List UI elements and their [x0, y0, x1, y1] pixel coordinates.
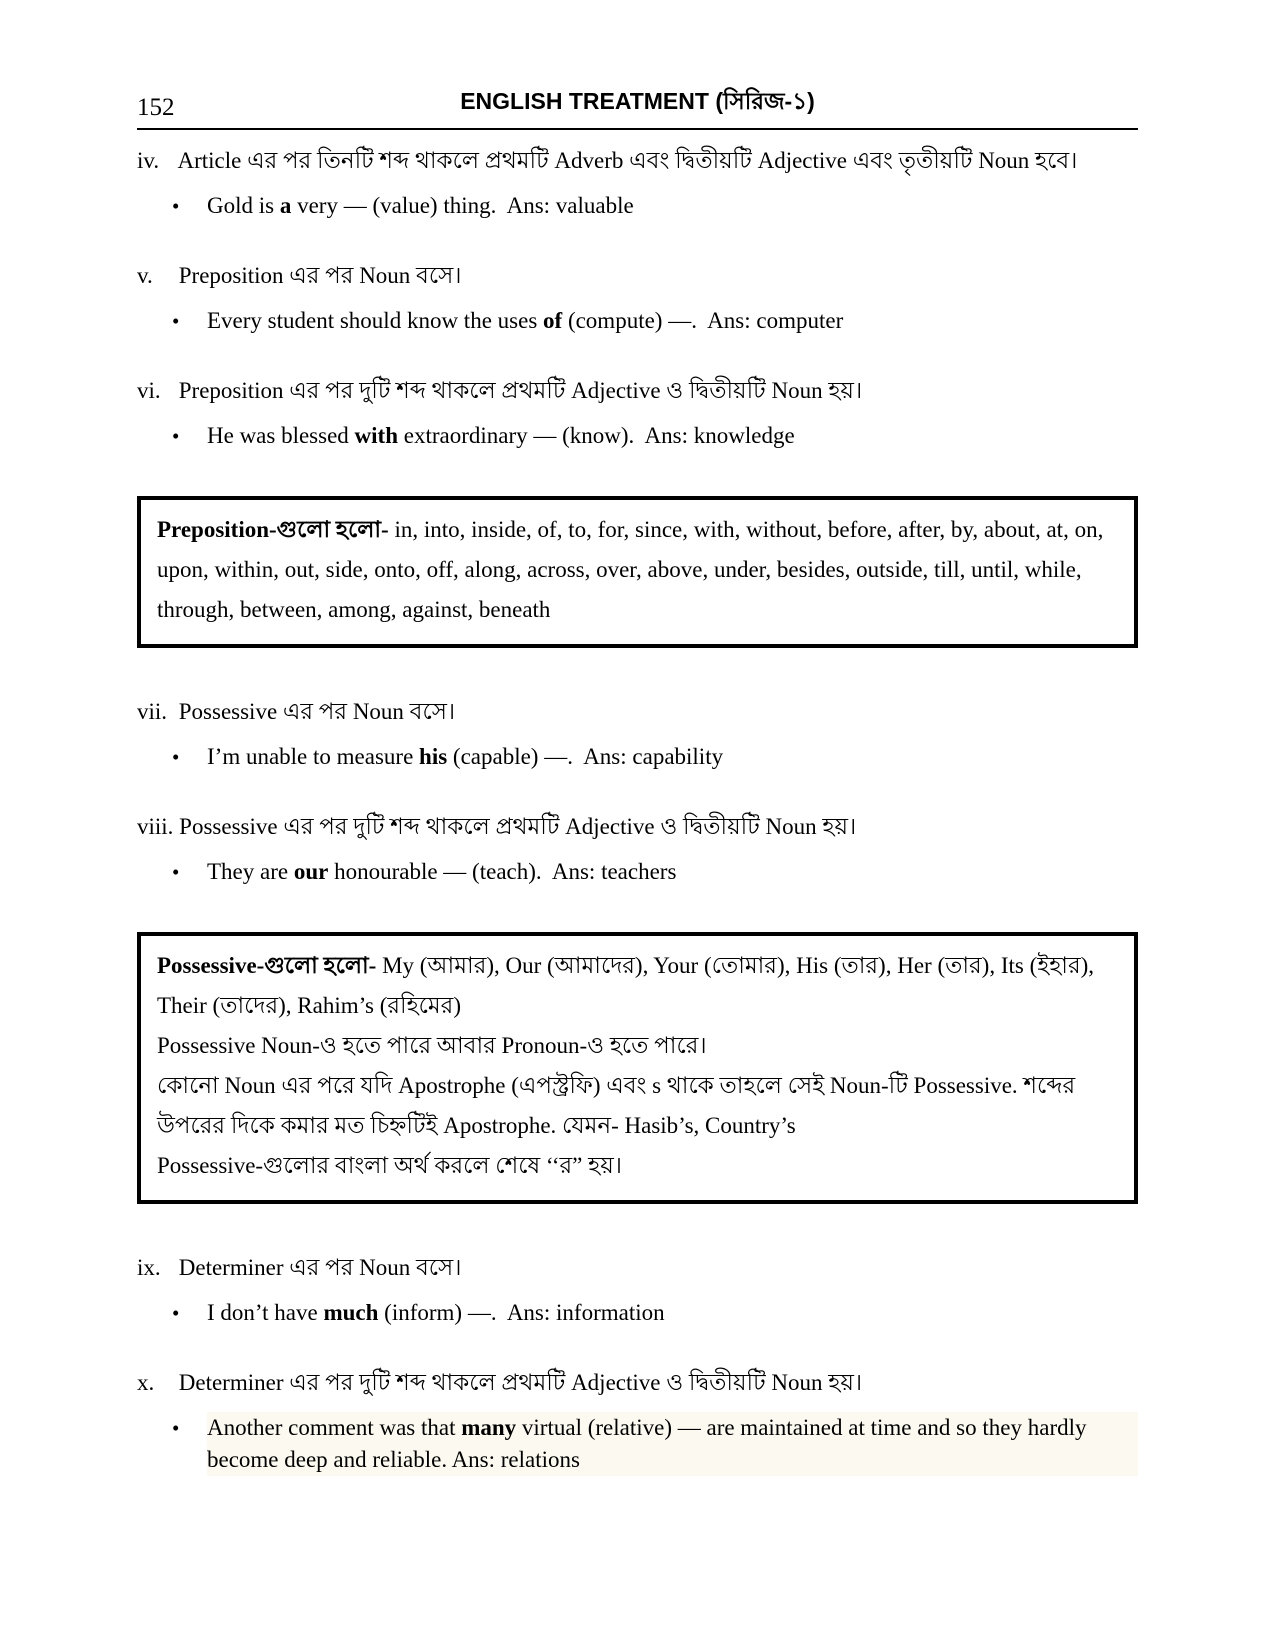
- item-x: [137, 1367, 1138, 1476]
- item-vi-rule-text: Preposition এর পর দুটি শব্দ থাকলে প্রথমটি Adjective ও দ্বিতীয়টি Noun হয়।: [178, 378, 863, 403]
- item-iv-rule-text: Article এর পর তিনটি শব্দ থাকলে প্রথমটি Adverb এবং দ্বিতীয়টি Adjective এবং তৃতীয়টি Noun হবে।: [177, 148, 1078, 173]
- item-vii-bullet: [137, 741, 1138, 773]
- item-vii-numeral: vii.: [137, 699, 168, 724]
- item-v-example: [207, 305, 1138, 337]
- page-title: ENGLISH TREATMENT (সিরিজ-১): [460, 88, 815, 114]
- example-pre: They are: [207, 859, 294, 884]
- item-ix-rule: [137, 1252, 1138, 1284]
- preposition-list-box: [137, 496, 1138, 648]
- example-bold: of: [543, 308, 563, 333]
- example-pre: I’m unable to measure: [207, 744, 420, 769]
- item-vii: [137, 696, 1138, 773]
- example-bold: much: [323, 1300, 379, 1325]
- bullet-dot-icon: •: [172, 194, 180, 218]
- example-bold: his: [419, 744, 448, 769]
- item-v-rule: [137, 260, 1138, 292]
- item-v-numeral: v.: [137, 263, 153, 288]
- item-vii-rule: [137, 696, 1138, 728]
- item-iv: [137, 145, 1138, 222]
- item-ix-example: [207, 1297, 1138, 1329]
- bullet-dot-icon: •: [172, 424, 180, 448]
- bullet-dot-icon: •: [172, 1416, 180, 1440]
- item-iv-example: [207, 190, 1138, 222]
- item-iv-rule: [137, 145, 1138, 177]
- page-content: [137, 0, 1138, 1476]
- example-pre: Gold is: [207, 193, 280, 218]
- item-v-bullet: [137, 305, 1138, 337]
- bullet-dot-icon: •: [172, 1301, 180, 1325]
- item-iv-numeral: iv.: [137, 148, 160, 173]
- example-post: very — (value) thing. Ans: valuable: [291, 193, 634, 218]
- item-vii-example: [207, 741, 1138, 773]
- example-pre: Another comment was that: [207, 1415, 462, 1440]
- example-post: (capable) —. Ans: capability: [447, 744, 724, 769]
- example-post: virtual (relative) — are maintained at time and so they hardly become deep and reliable. Ans: relations: [207, 1415, 1093, 1472]
- possessive-box-note: Possessive-গুলোর বাংলা অর্থ করলে শেষে ‘‘র” হয়।: [157, 1153, 622, 1178]
- item-viii-numeral: viii.: [137, 814, 174, 839]
- possessive-box-lead: Possessive-গুলো হলো-: [157, 953, 377, 978]
- example-pre: He was blessed: [207, 423, 355, 448]
- item-v-rule-text: Preposition এর পর Noun বসে।: [178, 263, 462, 288]
- example-bold: many: [461, 1415, 517, 1440]
- item-x-bullet: [137, 1412, 1138, 1476]
- bullet-dot-icon: •: [172, 860, 180, 884]
- item-x-numeral: x.: [137, 1370, 155, 1395]
- example-bold: with: [354, 423, 398, 448]
- possessive-box-note: Possessive Noun-ও হতে পারে আবার Pronoun-ও হতে পারে।: [157, 1033, 707, 1058]
- example-pre: I don’t have: [207, 1300, 324, 1325]
- possessive-box-note: কোনো Noun এর পরে যদি Apostrophe (এপস্ট্রফি) এবং s থাকে তাহলে সেই Noun-টি Possessive. শব্দের উপরের দিকে কমার মত চিহ্নটিই Apostrophe. যেমন- Hasib’s, Country’s: [157, 1073, 1081, 1138]
- item-x-rule: [137, 1367, 1138, 1399]
- item-vi: [137, 375, 1138, 452]
- example-post: honourable — (teach). Ans: teachers: [328, 859, 677, 884]
- item-viii-rule: [137, 811, 1138, 843]
- example-bold: a: [279, 193, 292, 218]
- item-ix-rule-text: Determiner এর পর Noun বসে।: [178, 1255, 462, 1280]
- possessive-list-box: [137, 932, 1138, 1204]
- item-x-rule-text: Determiner এর পর দুটি শব্দ থাকলে প্রথমটি Adjective ও দ্বিতীয়টি Noun হয়।: [178, 1370, 863, 1395]
- item-viii: [137, 811, 1138, 888]
- item-ix: [137, 1252, 1138, 1329]
- possessive-box-intro: [157, 946, 1118, 1026]
- item-viii-rule-text: Possessive এর পর দুটি শব্দ থাকলে প্রথমটি Adjective ও দ্বিতীয়টি Noun হয়।: [179, 814, 857, 839]
- item-vi-bullet: [137, 420, 1138, 452]
- item-ix-bullet: [137, 1297, 1138, 1329]
- item-viii-bullet: [137, 856, 1138, 888]
- bullet-dot-icon: •: [172, 309, 180, 333]
- example-bold: our: [293, 859, 329, 884]
- preposition-list-text: [157, 510, 1118, 630]
- item-ix-numeral: ix.: [137, 1255, 161, 1280]
- item-vii-rule-text: Possessive এর পর Noun বসে।: [178, 699, 456, 724]
- item-iv-bullet: [137, 190, 1138, 222]
- example-pre: Every student should know the uses: [207, 308, 544, 333]
- bullet-dot-icon: •: [172, 745, 180, 769]
- item-v: [137, 260, 1138, 337]
- page-header: [137, 0, 1138, 130]
- item-vi-rule: [137, 375, 1138, 407]
- page-number: 152: [137, 94, 175, 121]
- example-post: (inform) —. Ans: information: [378, 1300, 665, 1325]
- possessive-box-body: My (আমার), Our (আমাদের), Your (তোমার), His (তার), Her (তার), Its (ইহার), Their (তাদের), Rahim’s (রহিমের): [157, 953, 1100, 1018]
- preposition-box-body: in, into, inside, of, to, for, since, with, without, before, after, by, about, at, on, upon, within, out, side, onto, off, along, across, over, above, under, besides, outside, till, until, while, through, between, among, against, beneath: [157, 517, 1110, 622]
- item-x-example: [207, 1412, 1138, 1476]
- item-vi-example: [207, 420, 1138, 452]
- example-post: extraordinary — (know). Ans: knowledge: [398, 423, 795, 448]
- preposition-box-lead: Preposition-গুলো হলো-: [157, 517, 389, 542]
- item-vi-numeral: vi.: [137, 378, 161, 403]
- item-viii-example: [207, 856, 1138, 888]
- example-post: (compute) —. Ans: computer: [562, 308, 844, 333]
